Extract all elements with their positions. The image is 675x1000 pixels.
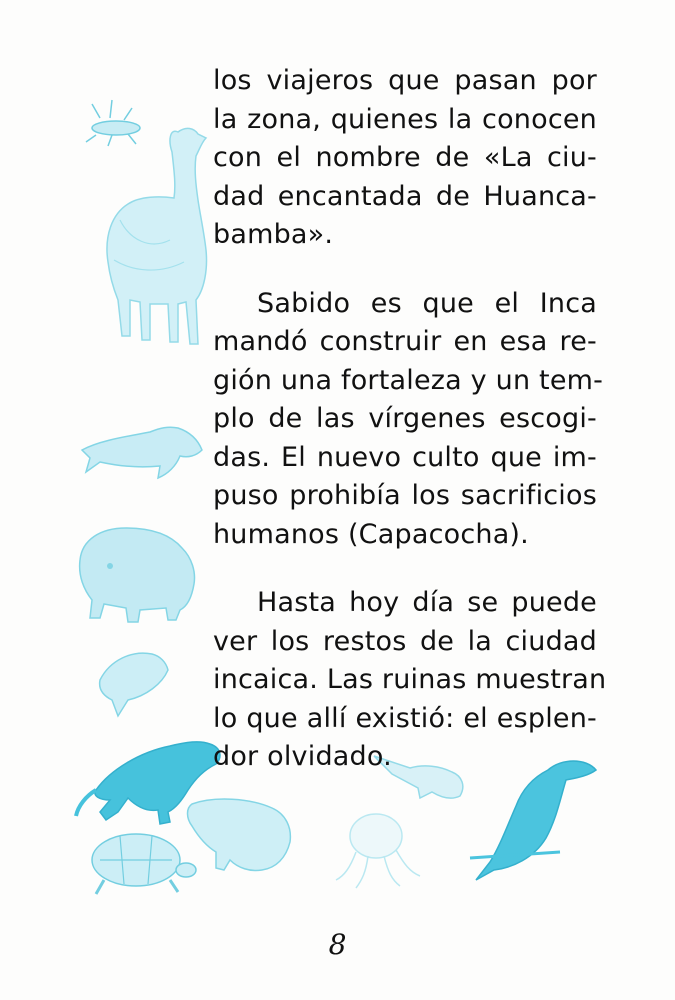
text-line: incaica. Las ruinas muestran bbox=[213, 664, 607, 695]
turtle-icon bbox=[92, 834, 196, 894]
text-line: dor olvidado. bbox=[213, 741, 392, 772]
text-line: das. El nuevo culto que im- bbox=[213, 441, 597, 473]
text-line: bamba». bbox=[213, 219, 334, 250]
text-line: Hasta hoy día se puede bbox=[257, 587, 597, 618]
text-line: Sabido es que el Inca bbox=[257, 287, 597, 319]
paragraph-3 bbox=[213, 584, 607, 777]
toucan-icon bbox=[470, 761, 596, 880]
insect-icon bbox=[86, 100, 140, 146]
tapir-icon bbox=[80, 528, 195, 622]
text-line: con el nombre de «La ciu- bbox=[213, 142, 597, 173]
page-number: 8 bbox=[328, 928, 347, 961]
manatee-icon bbox=[188, 799, 291, 870]
fish-icon bbox=[100, 653, 168, 716]
dolphin-icon bbox=[82, 427, 202, 478]
text-line: los viajeros que pasan por bbox=[213, 65, 597, 96]
text-line: dad encantada de Huanca- bbox=[213, 180, 597, 212]
text-line: la zona, quienes la conocen bbox=[213, 103, 597, 135]
text-line: puso prohibía los sacrificios bbox=[213, 480, 597, 511]
text-line: humanos (Capacocha). bbox=[213, 518, 529, 550]
text-line: ver los restos de la ciudad bbox=[213, 625, 597, 657]
llama-icon bbox=[107, 128, 207, 344]
paragraph-1 bbox=[213, 62, 597, 255]
text-line: plo de las vírgenes escogi- bbox=[213, 403, 597, 434]
text-line: mandó construir en esa re- bbox=[213, 326, 597, 357]
octopus-icon bbox=[336, 814, 420, 888]
story-text bbox=[213, 62, 607, 777]
text-line: lo que allí existió: el esplen- bbox=[213, 702, 597, 734]
text-line: gión una fortaleza y un tem- bbox=[213, 364, 604, 396]
paragraph-2 bbox=[213, 285, 604, 555]
